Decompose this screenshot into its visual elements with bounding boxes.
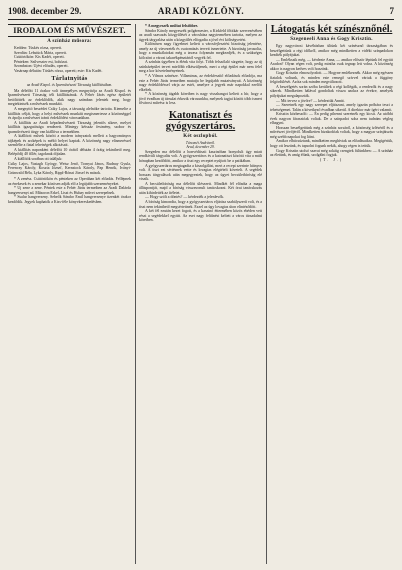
article-paragraph: * A közönség tágabb köreiben is nagy visszhangot keltett a hír, hogy a jövő évadban új társulat érkezik városunkba, melynek tagjai között több ismert fővárosi művész is lesz. bbox=[139, 92, 262, 106]
news-note: * Uj zene a zene. Péntek este a Fehér Járás termeiben az Aradi Dalárda hangversenyt ad. Műsoron Erkel, Liszt és Hubay művei szerepelnek. bbox=[8, 186, 131, 195]
exhibitors-list: Csiky Lajos, Vastagh György, Weisz Jenő, Tornyai János, Rudnay Gyula, Ferenczy Károly, Koszta József, Kernstock Károly, Pap Henrik, Iványi-Grünwald Béla, Lyka Károly, Rippl-Rónai József és mások. bbox=[8, 161, 131, 175]
page-number: 7 bbox=[389, 6, 394, 16]
article-paragraph: Különösen nagy figyelmet keltett a városfejlesztési bizottság jelentése, amely az új vízvezeték és csatornázás terveit ismertette. A bizottság javasolta, hogy a munkálatokat még a tavasz folyamán megkezdjék, és a szükséges kölcsönt a városi takarékpénztártól vegyék fel. bbox=[139, 42, 262, 60]
section-title: IRODALOM ÉS MŰVÉSZET. bbox=[8, 24, 131, 37]
column-middle bbox=[139, 24, 262, 564]
article-paragraph: A színház ügyében is élénk vita folyt. Több felszólaló sürgette, hogy az új színházépület tervei mielőbb elkészüljenek, mert a régi épület már nem felel meg a kor követelményeinek. bbox=[139, 60, 262, 74]
article-paragraph: Egy nagyvárosi kávéházban ültünk két színésznő társaságában és beszélgettünk a régi időkről, amikor még mindketten a vidéki színpadokon kezdték pályájukat. bbox=[270, 44, 393, 58]
article-paragraph: — Mit tervez a jövőre? — kérdeztük Annát. bbox=[276, 98, 345, 103]
feature-subtitle: Két oszlopból. bbox=[183, 133, 218, 139]
masthead bbox=[8, 5, 394, 20]
article-paragraph: A becsületbíróság ma délelőtt ülésezett. Mindkét fél előadta a maga álláspontját, majd a bíróság visszavonult tanácskozni. Két órai tanácskozás után kihirdették az ítéletet. bbox=[139, 181, 262, 195]
article-intro: * A megyeszék múltat felsóbbre. bbox=[145, 24, 199, 28]
program-item: Csütörtökön: Kis Kadét, operett. bbox=[14, 55, 65, 60]
program-item: Kedden: Tüskés rózsa, operett. bbox=[14, 46, 63, 50]
signature: (T. J.) bbox=[319, 156, 344, 162]
program-item: Szombaton: Ujévi előadás, operett. bbox=[14, 64, 69, 69]
news-title: Tárlatnyitás bbox=[51, 75, 88, 83]
article-paragraph: A megnyitó beszédet Csiky Lajos, a társaság alelnöke tartotta. Kiemelte a kiállítás célját, hogy a helyi művészek munkáit megismertesse a közönséggel és ápolja a művészet iránti érdeklődést városunkban. bbox=[8, 107, 131, 121]
article-paragraph: A kiállított művek között a modern irányzatok mellett a hagyományos tájképek és arcképek is méltó helyet kaptak. A közönség nagy elismeréssel szemlélte a fiatal tehetségek alkotásait. bbox=[8, 134, 131, 148]
article-paragraph: Szegeden ma délelőtt a honvédtiszti kaszinóban bonyolult ügy miatt rendkívüli tárgyalás volt. A gyógyszertáros és a katonatiszt közötti vita a múlt hónapban kezdődött, amikor a tiszt egy receptet nyújtott be a patikában. bbox=[139, 149, 262, 164]
feature-byline: Tárcanét Andrásról. bbox=[185, 140, 216, 145]
article-paragraph: A kiállítás az Aradi képzőművészeti Társaság jelentős sikere, melyet kiállítás igazgatósága rendezett. Mintegy kétszáz festmény, szobor és iparművészeti tárgy van kiállítva a termekben. bbox=[8, 120, 131, 134]
issue-date: 1908. december 29. bbox=[8, 6, 82, 16]
article-paragraph: A kiállítás naponként délelőtt 10 órától délután 4 óráig tekinthető meg. Belépődíj 40 fillér, tagoknak díjtalan. bbox=[8, 147, 131, 157]
program-title: A színház műsora: bbox=[47, 39, 92, 44]
news-note: * A zenész. Csütörtökön és pénteken az Operában két előadás. Fellépnek az énekesek és a zenekar közösen adják elő a legújabb szerzeményeket. bbox=[8, 177, 131, 186]
program-item: Pénteken: Szilveszter est, bohózat. bbox=[14, 59, 68, 64]
column-left bbox=[8, 24, 131, 564]
news-note: * Ssalar hangverseny. Sebeők Sándor Emil hangversenye tizenkét órakor kezdődik. Jegyek kaphatók a Kiss-féle könyvkereskedésben. bbox=[8, 195, 131, 204]
column-rule-1 bbox=[135, 24, 136, 564]
interview-title: Látogatás két színésznőnél. bbox=[270, 24, 393, 35]
program-list bbox=[8, 46, 131, 73]
column-right bbox=[270, 24, 393, 564]
article-paragraph: Gogy Krisztin elmosolyodott. — Hogyne emlékeznék. Akkor még egészen fiatalok voltunk, és minden este remegő szívvel vártuk a függöny felgördülését. Azóta sok minden megváltozott. bbox=[270, 71, 393, 85]
article-paragraph: A beszélgetés során szóba kerültek a régi kollégák, a rendezők és a nagy sikerek. Mindketten hálával gondoltak vissza azokra az évekre, amelyek pályájukat megalapozták. bbox=[270, 84, 393, 99]
exhibitors-intro: A kiállítók sorában ott találjuk: bbox=[14, 157, 63, 162]
article-paragraph: A bíróság kimondta, hogy a gyógyszertáros eljárása szabályszerű volt, és a tiszt nem tekinthető megsértettnek. Ezzel az ügy lovagias úton elintéződött. bbox=[139, 199, 262, 209]
article-paragraph: — Szeretnék egy nagy szerepet eljátszani, amely igazán próbára teszi a tehetségemet. Talán a következő évadban sikerül. A direktor már ígért valamit. bbox=[270, 103, 393, 112]
paper-title: ARADI KÖZLÖNY. bbox=[157, 6, 245, 16]
interview-subtitle: Szegeneeli Anna és Gogy Krisztin. bbox=[290, 37, 373, 42]
column-rule-2 bbox=[266, 24, 267, 564]
article-paragraph: Amikor elbúcsúztunk, mindketten meghívtak az előadásaikra. Megígértük, hogy ott leszünk, és tapsolni fogunk nekik, ahogy régen is tettük. bbox=[270, 139, 393, 149]
news-subtitle: az Aradi Kispol. és Iparművészeti Társaság kiállításában. bbox=[26, 83, 113, 88]
article-paragraph: — Hogy szólt a döntés? — kérdezték a jelenlevők. bbox=[145, 195, 225, 200]
feature-title: Katonatiszt és gyógyszertáros. bbox=[165, 109, 236, 132]
article-paragraph: A két fél ezután kezet fogott, és a kaszinó éttermében közös ebéden vett részt a segédekkel együtt. Az eset nagy feltűnést keltett a város társadalmi köreiben. bbox=[139, 209, 262, 223]
article-paragraph: — Emlékszik még, — kérdezte Anna, — amikor először léptünk fel együtt Aradon? Olyan régen volt, pedig mintha csak tegnap lett volna. A közönség akkor is nagyon kedves volt hozzánk. bbox=[270, 57, 393, 71]
article-paragraph: Ma délelőtt 11 órakor volt ünnepélyes megnyitója az Aradi Kispol. és Iparművészeti Társaság téli kiállításának. A Fehér Járás egész épületét betöltötték az érdeklődők, akik nagy számban jelentek meg, hogy megtekintsék a művészek munkáit. bbox=[8, 88, 131, 107]
program-item: Szerdán: Lebstück Mária, operett. bbox=[14, 50, 67, 55]
article-paragraph: Krisztin közbeszólt: — Én pedig pihenni szeretnék egy kicsit. Az utóbbi évek nagyon fárasztóak voltak. De a színpadot soha nem tudnám végleg elhagyni. bbox=[270, 112, 393, 126]
article-paragraph: Hosszan beszélgettünk még a színház sorsáról, a közönség ízléséről és a művészet jövőjéről. Mindketten bizakodóak voltak, hogy a magyar színjátszás még szebb napokat fog látni. bbox=[270, 125, 393, 139]
article-paragraph: Gogy Krisztin utolsó szavai még sokáig csengtek fülünkben: — A színház az életünk, és amíg élünk, szolgálni fogjuk. bbox=[270, 148, 393, 158]
article-paragraph: * A Vilmos színésze. Villaminus, az érdekfeszítő előadások előadója, ma este a Fehér Járás termeiben mutatja be legújabb mutatványait. A közönség nagy érdeklődéssel várja az estét, amelyre a jegyek már napokkal ezelőtt elkeltek. bbox=[139, 74, 262, 92]
program-item: Vasárnap délután: Tüskés rózsa, operett; este: Kis Kadét. bbox=[14, 68, 103, 73]
article-paragraph: Sándor Károly megyeszék polgármester, a Kirkfeld főtitkár szervezésében az aradi szavazás közgyűlését a városháza nagytermében tartotta, melyen az ügyek tárgyalása után a közgyűlés elfogadta a jövő évi költségvetést. bbox=[139, 28, 262, 42]
article-paragraph: A gyógyszertáros megtagadta a kiszolgálást, mert a recept szerinte hiányos volt. A tiszt ezt sértésnek vette és lovagias elégtételt követelt. A segédek hosszas tárgyalások után megegyeztek, hogy az ügyet becsületbíróság elé viszik. bbox=[139, 163, 262, 182]
feature-place: Arad, december 29. bbox=[186, 145, 215, 150]
